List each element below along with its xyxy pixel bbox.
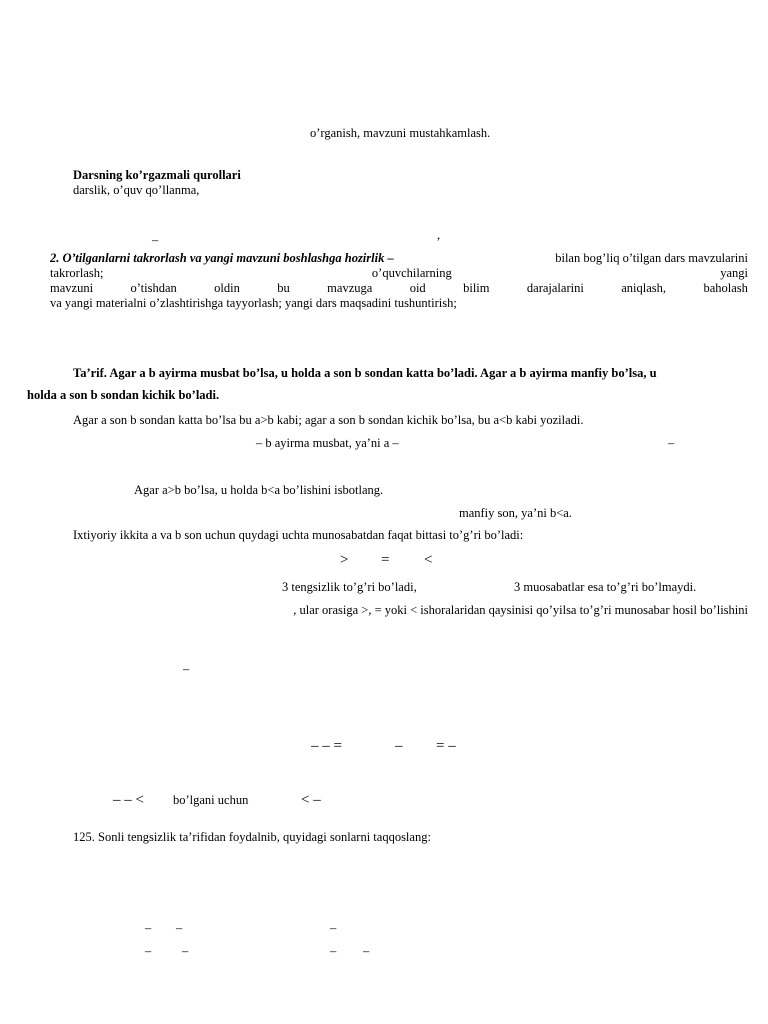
exercise-125: 125. Sonli tengsizlik ta’rifidan foydalnib, quyidagi sonlarni taqqoslang: bbox=[73, 830, 431, 844]
justified-line-6 bbox=[50, 266, 748, 282]
text-line-16: , ular orasiga >, = yoki < ishoralaridan qaysinisi qo’yilsa to’g’ri munosabar hosil bo’lishini bbox=[293, 603, 748, 617]
symbol-equal: = bbox=[381, 552, 390, 568]
word: oid bbox=[409, 281, 426, 295]
word: o’tishdan bbox=[130, 281, 177, 295]
dash-mark: – bbox=[330, 944, 337, 958]
heading-visual-aids: Darsning ko’rgazmali qurollari bbox=[73, 168, 241, 182]
text-line-12: manfiy son, ya’ni b<a. bbox=[459, 506, 572, 520]
word: takrorlash; bbox=[50, 266, 104, 280]
dash-mark: – bbox=[668, 436, 675, 450]
symbol-less: < bbox=[424, 552, 433, 568]
dash-mark: – bbox=[152, 233, 159, 247]
symbol-greater: > bbox=[340, 552, 349, 568]
definition-line-1: Ta’rif. Agar a b ayirma musbat bo’lsa, u holda a son b sondan katta bo’ladi. Agar a b ayirma manfiy bo’lsa, u bbox=[73, 366, 657, 380]
exercise-prove: Agar a>b bo’lsa, u holda b<a bo’lishini isbotlang. bbox=[134, 483, 384, 497]
word: bu bbox=[277, 281, 290, 295]
text-because: bo’lgani uchun bbox=[173, 793, 249, 807]
word: mavzuga bbox=[327, 281, 373, 295]
text-line-13: Ixtiyoriy ikkita a va b son uchun quydagi uchta munosabatdan faqat bittasi to’g’ri bo’ladi: bbox=[73, 528, 524, 542]
dash-mark: – bbox=[145, 921, 152, 935]
word: o’quvchilarning bbox=[371, 266, 452, 280]
dash-mark: – bbox=[330, 921, 337, 935]
word: baholash bbox=[703, 281, 748, 295]
justified-line-7 bbox=[50, 281, 748, 297]
word: yangi bbox=[720, 266, 748, 280]
dash-mark: – bbox=[182, 944, 189, 958]
comma-mark: , bbox=[437, 228, 441, 242]
text-line-15a: 3 tengsizlik to’g’ri bo’ladi, bbox=[282, 580, 417, 594]
equation-fragment: – bbox=[395, 738, 403, 754]
text-line-review-end: bilan bog’liq o’tilgan dars mavzularini bbox=[555, 251, 748, 265]
word: aniqlash, bbox=[621, 281, 667, 295]
dash-mark: – bbox=[145, 944, 152, 958]
dash-mark: – bbox=[176, 921, 183, 935]
inequality-fragment: – – < bbox=[113, 792, 144, 808]
text-line-9: Agar a son b sondan katta bo’lsa bu a>b kabi; agar a son b sondan kichik bo’lsa, bu a<b kabi yoziladi. bbox=[73, 413, 584, 427]
word: oldin bbox=[214, 281, 240, 295]
word: bilim bbox=[463, 281, 490, 295]
text-line-topic-goal: o’rganish, mavzuni mustahkamlash. bbox=[310, 126, 491, 140]
inequality-fragment: < – bbox=[301, 792, 321, 808]
dash-mark: – bbox=[363, 944, 370, 958]
text-line-10: – b ayirma musbat, ya’ni a – bbox=[256, 436, 399, 450]
word: mavzuni bbox=[50, 281, 94, 295]
equation-fragment: = – bbox=[436, 738, 456, 754]
equation-fragment: – – = bbox=[311, 738, 342, 754]
text-line-8: va yangi materialni o’zlashtirishga tayyorlash; yangi dars maqsadini tushuntirish; bbox=[50, 296, 457, 310]
dash-mark: – bbox=[183, 662, 190, 676]
word: darajalarini bbox=[526, 281, 584, 295]
definition-line-2: holda a son b sondan kichik bo’ladi. bbox=[27, 388, 220, 402]
text-line-15b: 3 muosabatlar esa to’g’ri bo’lmaydi. bbox=[514, 580, 697, 594]
section-heading-review: 2. O’tilganlarni takrorlash va yangi mavzuni boshlashga hozirlik – bbox=[50, 251, 394, 265]
text-line-visual-aids: darslik, o’quv qo’llanma, bbox=[73, 183, 200, 197]
